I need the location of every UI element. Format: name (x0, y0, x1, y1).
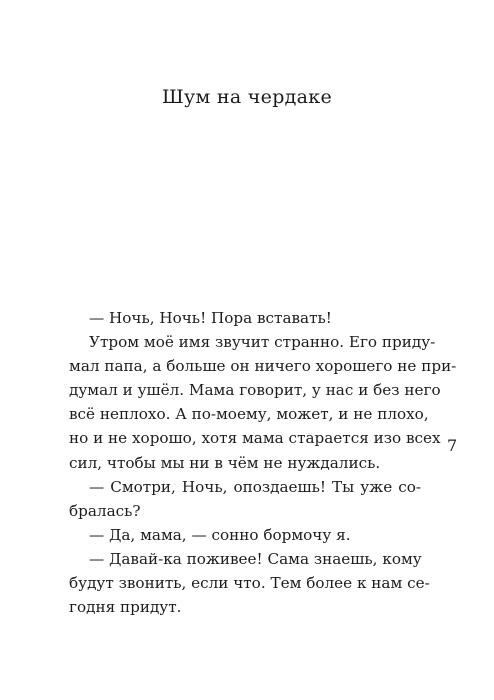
chapter-body (69, 306, 457, 619)
text-line: всё неплохо. А по-моему, может, и не плохо, (69, 405, 429, 424)
text-line: мал папа, а больше он ничего хорошего не при- (69, 357, 457, 376)
chapter-title: Шум на чердаке (161, 86, 333, 108)
text-line: но и не хорошо, хотя мама старается изо всех (69, 429, 441, 448)
text-line: — Давай-ка поживее! Сама знаешь, кому (89, 549, 422, 568)
text-line: думал и ушёл. Мама говорит, у нас и без него (69, 381, 441, 400)
text-line: — Да, мама, — сонно бормочу я. (89, 525, 351, 544)
text-line: — Смотри, Ночь, опоздаешь! Ты уже со- (89, 477, 421, 496)
text-line: Утром моё имя звучит странно. Его приду- (89, 333, 436, 352)
page-number: 7 (447, 436, 458, 455)
text-line: — Ночь, Ночь! Пора вставать! (89, 309, 332, 327)
text-line: сил, чтобы мы ни в чём не нуждались. (69, 453, 381, 472)
text-line: бралась? (69, 501, 141, 520)
text-line: годня придут. (69, 598, 182, 617)
text-line: будут звонить, если что. Тем более к нам се- (69, 574, 430, 593)
